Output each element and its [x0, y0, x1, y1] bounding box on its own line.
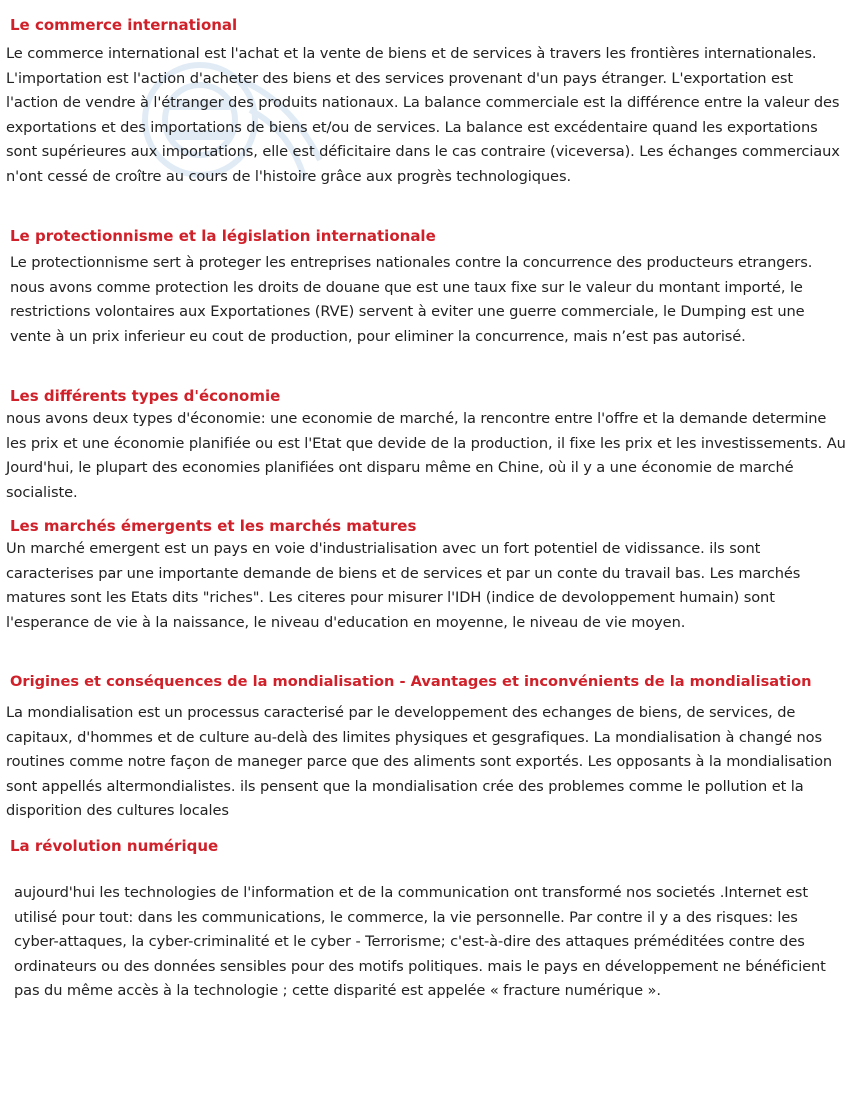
section-marches [6, 515, 846, 635]
section-heading: Les marchés émergents et les marchés matures [10, 517, 417, 535]
section-types-economie [6, 385, 846, 505]
section-mondialisation [6, 671, 846, 824]
section-heading: Origines et conséquences de la mondialisation - Avantages et inconvénients de la mondialisation [10, 673, 812, 690]
section-paragraph: La mondialisation est un processus caracterisé par le developpement des echanges de biens, de services, de capitaux, d'hommes et de culture au-delà des limites physiques et gesgrafiques. La mondialisation à changé nos routines comme notre façon de maneger parce que des aliments sont exportés. Les opposants à la mondialisation sont appellés altermondialistes. ils pensent que la mondialisation crée des problemes comme le pollution et la disporition des cultures locales [6, 704, 833, 819]
section-heading: Le commerce international [10, 16, 238, 34]
section-paragraph: aujourd'hui les technologies de l'information et de la communication ont transformé nos societés .Internet est utilisé pour tout: dans les communications, le commerce, la vie personnelle. Par contre il y a des risques: les cyber-attaques, la cyber-criminalité et le cyber - Terrorisme; c'est-à-dire des attaques préméditées contre des ordinateurs ou des données sensibles pour des motifs politiques. mais le pays en développement ne bénéficient pas du même accès à la technologie ; cette disparité est appelée « fracture numérique ». [14, 884, 826, 999]
section-heading: Les différents types d'économie [10, 387, 281, 405]
section-paragraph: Le commerce international est l'achat et la vente de biens et de services à travers les frontières internationales. L'importation est l'action d'acheter des biens et des services provenant d'un pays étranger. L'exportation est l'action de vendre à l'étranger des produits nationaux. La balance commerciale est la différence entre la valeur des exportations et des importations de biens et/ou de services. La balance est excédentaire quand les exportations sont supérieures aux importations, elle est déficitaire dans le cas contraire (viceversa). Les échanges commerciaux n'ont cessé de croître au cours de l'histoire grâce aux progrès technologiques. [6, 45, 840, 185]
section-heading: La révolution numérique [10, 837, 219, 855]
section-revolution-numerique [6, 835, 846, 1004]
section-commerce-international [6, 14, 846, 189]
section-paragraph: nous avons deux types d'économie: une economie de marché, la rencontre entre l'offre et la demande determine les prix et une économie planifiée ou est l'Etat que devide de la production, il fixe les prix et les investissements. Au Jourd'hui, le plupart des economies planifiées ont disparu même en Chine, où il y a une économie de marché socialiste. [6, 410, 846, 501]
section-paragraph: Le protectionnisme sert à proteger les entreprises nationales contre la concurrence des producteurs etrangers. nous avons comme protection les droits de douane que est une taux fixe sur le valeur du montant importé, le restrictions volontaires aux Exportationes (RVE) servent à eviter une guerre commerciale, le Dumping est une vente à un prix inferieur eu cout de production, pour eliminer la concurrence, mais n’est pas autorisé. [10, 254, 813, 345]
section-protectionnisme [6, 225, 846, 349]
section-paragraph: Un marché emergent est un pays en voie d'industrialisation avec un fort potentiel de vidissance. ils sont caracterises par une importante demande de biens et de services et par un conte du travail bas. Les marchés matures sont les Etats dits "riches". Les citeres pour misurer l'IDH (indice de devoloppement humain) sont l'esperance de vie à la naissance, le niveau d'education en moyenne, le niveau de vie moyen. [6, 540, 801, 631]
section-heading: Le protectionnisme et la législation internationale [10, 227, 436, 245]
